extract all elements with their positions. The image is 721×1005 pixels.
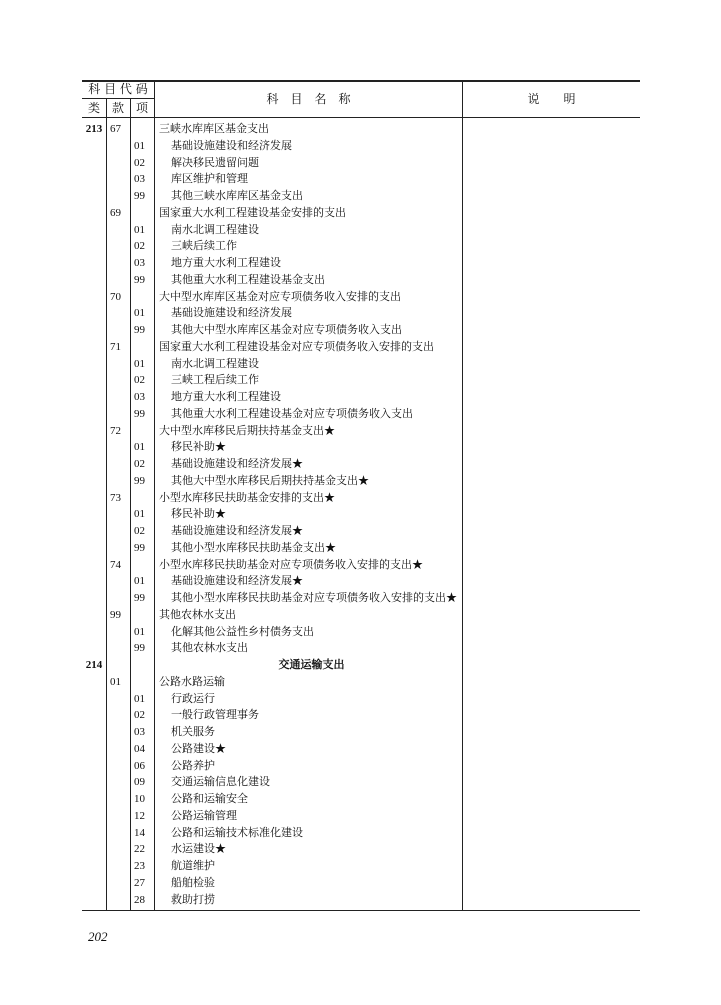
cell-name: 行政运行 [171, 691, 215, 705]
cell-name: 船舶检验 [171, 875, 215, 889]
cell-name: 移民补助★ [171, 507, 226, 521]
table-row [82, 707, 640, 724]
table-row [82, 473, 640, 490]
cell-xiang: 12 [134, 809, 145, 822]
table-row [82, 758, 640, 775]
table-row [82, 657, 640, 674]
cell-kuan: 01 [110, 675, 121, 688]
cell-name: 大中型水库移民后期扶持基金支出★ [159, 423, 335, 437]
cell-kuan: 73 [110, 491, 121, 504]
header-lei: 类 [87, 101, 100, 115]
cell-name: 国家重大水利工程建设基金安排的支出 [159, 205, 346, 219]
cell-name: 地方重大水利工程建设 [171, 390, 281, 403]
cell-xiang: 03 [134, 391, 145, 403]
cell-name: 公路运输管理 [171, 808, 237, 822]
cell-xiang: 09 [134, 776, 145, 789]
cell-name: 水运建设★ [171, 842, 226, 856]
cell-xiang: 01 [134, 625, 145, 638]
table-top-border [82, 80, 640, 82]
table-row [82, 607, 640, 624]
cell-xiang: 99 [134, 474, 145, 487]
table-row [82, 155, 640, 172]
table-row [82, 523, 640, 540]
table-row [82, 557, 640, 574]
cell-xiang: 10 [134, 793, 145, 805]
cell-name: 公路养护 [171, 758, 215, 772]
cell-xiang: 99 [134, 407, 145, 420]
cell-kuan: 69 [110, 206, 121, 219]
table-row [82, 289, 640, 306]
cell-xiang: 01 [134, 508, 145, 521]
header-bottom-line [82, 117, 640, 118]
cell-xiang: 28 [134, 893, 145, 906]
cell-name: 基础设施建设和经济发展 [171, 306, 292, 320]
cell-name: 解决移民遗留问题 [171, 155, 259, 169]
table-row [82, 791, 640, 808]
cell-xiang: 99 [134, 190, 145, 202]
cell-name: 公路建设★ [171, 741, 226, 755]
table-row [82, 272, 640, 289]
cell-name: 交通运输信息化建设 [171, 775, 270, 789]
table-row [82, 506, 640, 523]
table-row [82, 808, 640, 825]
cell-xiang: 01 [134, 575, 145, 588]
cell-name: 移民补助★ [171, 440, 226, 454]
table-row [82, 691, 640, 708]
table-row [82, 406, 640, 423]
table-row [82, 339, 640, 356]
cell-xiang: 23 [134, 860, 145, 872]
cell-name: 基础设施建设和经济发展 [171, 138, 292, 152]
cell-xiang: 01 [134, 357, 145, 370]
cell-xiang: 99 [134, 273, 145, 286]
table-row [82, 423, 640, 440]
table-row [82, 389, 640, 406]
cell-xiang: 01 [134, 223, 145, 236]
table-row [82, 640, 640, 657]
table-row [82, 121, 640, 138]
table-row [82, 841, 640, 858]
cell-name: 其他重大水利工程建设基金对应专项债务收入支出 [171, 406, 413, 420]
page-number: 202 [88, 929, 108, 944]
cell-xiang: 02 [134, 240, 145, 253]
header-code-group: 科 目 代 码 [88, 82, 148, 96]
cell-kuan: 71 [110, 340, 121, 353]
table-row [82, 825, 640, 842]
cell-xiang: 02 [134, 374, 145, 387]
cell-kuan: 72 [110, 424, 121, 437]
cell-name: 救助打捞 [171, 892, 215, 906]
table-row [82, 439, 640, 456]
header-mid-line [82, 98, 154, 99]
cell-xiang: 01 [134, 441, 145, 454]
table-row [82, 875, 640, 892]
table-row [82, 490, 640, 507]
table-row [82, 724, 640, 741]
table-row [82, 624, 640, 641]
cell-name: 机关服务 [171, 725, 215, 738]
cell-name: 三峡工程后续工作 [171, 373, 259, 387]
table-bottom-border [82, 910, 640, 911]
cell-name: 其他三峡水库库区基金支出 [171, 189, 303, 202]
table-row [82, 356, 640, 373]
table-row [82, 222, 640, 239]
cell-xiang: 03 [134, 257, 145, 269]
cell-xiang: 02 [134, 458, 145, 470]
cell-name: 三峡后续工作 [171, 239, 237, 253]
cell-xiang: 01 [134, 307, 145, 320]
cell-name: 小型水库移民扶助基金安排的支出★ [159, 490, 335, 504]
cell-name: 化解其他公益性乡村债务支出 [171, 624, 314, 638]
table-row [82, 774, 640, 791]
cell-xiang: 99 [134, 642, 145, 655]
cell-name: 其他大中型水库移民后期扶持基金支出★ [171, 473, 369, 487]
table-row [82, 171, 640, 188]
cell-name: 基础设施建设和经济发展★ [171, 524, 303, 537]
cell-name: 大中型水库库区基金对应专项债务收入安排的支出 [159, 289, 401, 303]
cell-xiang: 02 [134, 156, 145, 169]
cell-xiang: 03 [134, 726, 145, 738]
table-row [82, 741, 640, 758]
table-row [82, 573, 640, 590]
table-row [82, 322, 640, 339]
cell-kuan: 99 [110, 608, 121, 621]
cell-xiang: 01 [134, 692, 145, 705]
cell-kuan: 74 [110, 558, 121, 571]
cell-name: 小型水库移民扶助基金对应专项债务收入安排的支出★ [159, 557, 423, 571]
cell-name: 其他农林水支出 [171, 641, 248, 655]
cell-xiang: 02 [134, 525, 145, 537]
cell-xiang: 02 [134, 709, 145, 722]
table-row [82, 255, 640, 272]
cell-name: 交通运输支出 [278, 658, 345, 671]
cell-kuan: 67 [110, 123, 121, 135]
cell-name: 基础设施建设和经济发展★ [171, 457, 303, 470]
cell-name: 南水北调工程建设 [171, 222, 259, 236]
cell-name: 库区维护和管理 [171, 172, 248, 186]
table-row [82, 456, 640, 473]
cell-name: 公路水路运输 [159, 674, 225, 688]
cell-name: 公路和运输安全 [171, 792, 248, 805]
header-note: 说 明 [527, 92, 576, 106]
cell-xiang: 01 [134, 139, 145, 152]
cell-name: 地方重大水利工程建设 [171, 256, 281, 269]
cell-xiang: 04 [134, 742, 145, 755]
table-row [82, 238, 640, 255]
cell-kuan: 70 [110, 290, 121, 303]
cell-name: 航道维护 [171, 859, 215, 872]
header-kuan: 款 [111, 101, 124, 115]
cell-xiang: 14 [134, 826, 145, 839]
cell-xiang: 99 [134, 541, 145, 554]
cell-name: 其他小型水库移民扶助基金对应专项债务收入安排的支出★ [171, 591, 457, 604]
table-row [82, 858, 640, 875]
table-row [82, 305, 640, 322]
cell-name: 南水北调工程建设 [171, 356, 259, 370]
cell-xiang: 06 [134, 759, 145, 772]
cell-name: 一般行政管理事务 [171, 708, 259, 722]
cell-xiang: 99 [134, 324, 145, 336]
cell-name: 基础设施建设和经济发展★ [171, 574, 303, 588]
cell-name: 其他农林水支出 [159, 607, 236, 621]
table-row [82, 372, 640, 389]
cell-lei: 214 [85, 659, 103, 671]
table-row [82, 188, 640, 205]
cell-name: 三峡水库库区基金支出 [159, 122, 269, 135]
cell-xiang: 03 [134, 173, 145, 186]
cell-xiang: 99 [134, 592, 145, 604]
cell-name: 其他大中型水库库区基金对应专项债务收入支出 [171, 323, 402, 336]
table-row [82, 205, 640, 222]
cell-xiang: 27 [134, 876, 145, 889]
cell-name: 国家重大水利工程建设基金对应专项债务收入安排的支出 [159, 339, 434, 353]
cell-xiang: 22 [134, 843, 145, 856]
table-row [82, 590, 640, 607]
table-row [82, 892, 640, 909]
header-name: 科 目 名 称 [266, 92, 351, 106]
table-row [82, 540, 640, 557]
cell-name: 其他重大水利工程建设基金支出 [171, 272, 325, 286]
table-row [82, 138, 640, 155]
cell-name: 其他小型水库移民扶助基金支出★ [171, 540, 336, 554]
table-row [82, 674, 640, 691]
cell-lei: 213 [85, 123, 103, 135]
header-xiang: 项 [135, 101, 148, 115]
cell-name: 公路和运输技术标准化建设 [171, 825, 303, 839]
